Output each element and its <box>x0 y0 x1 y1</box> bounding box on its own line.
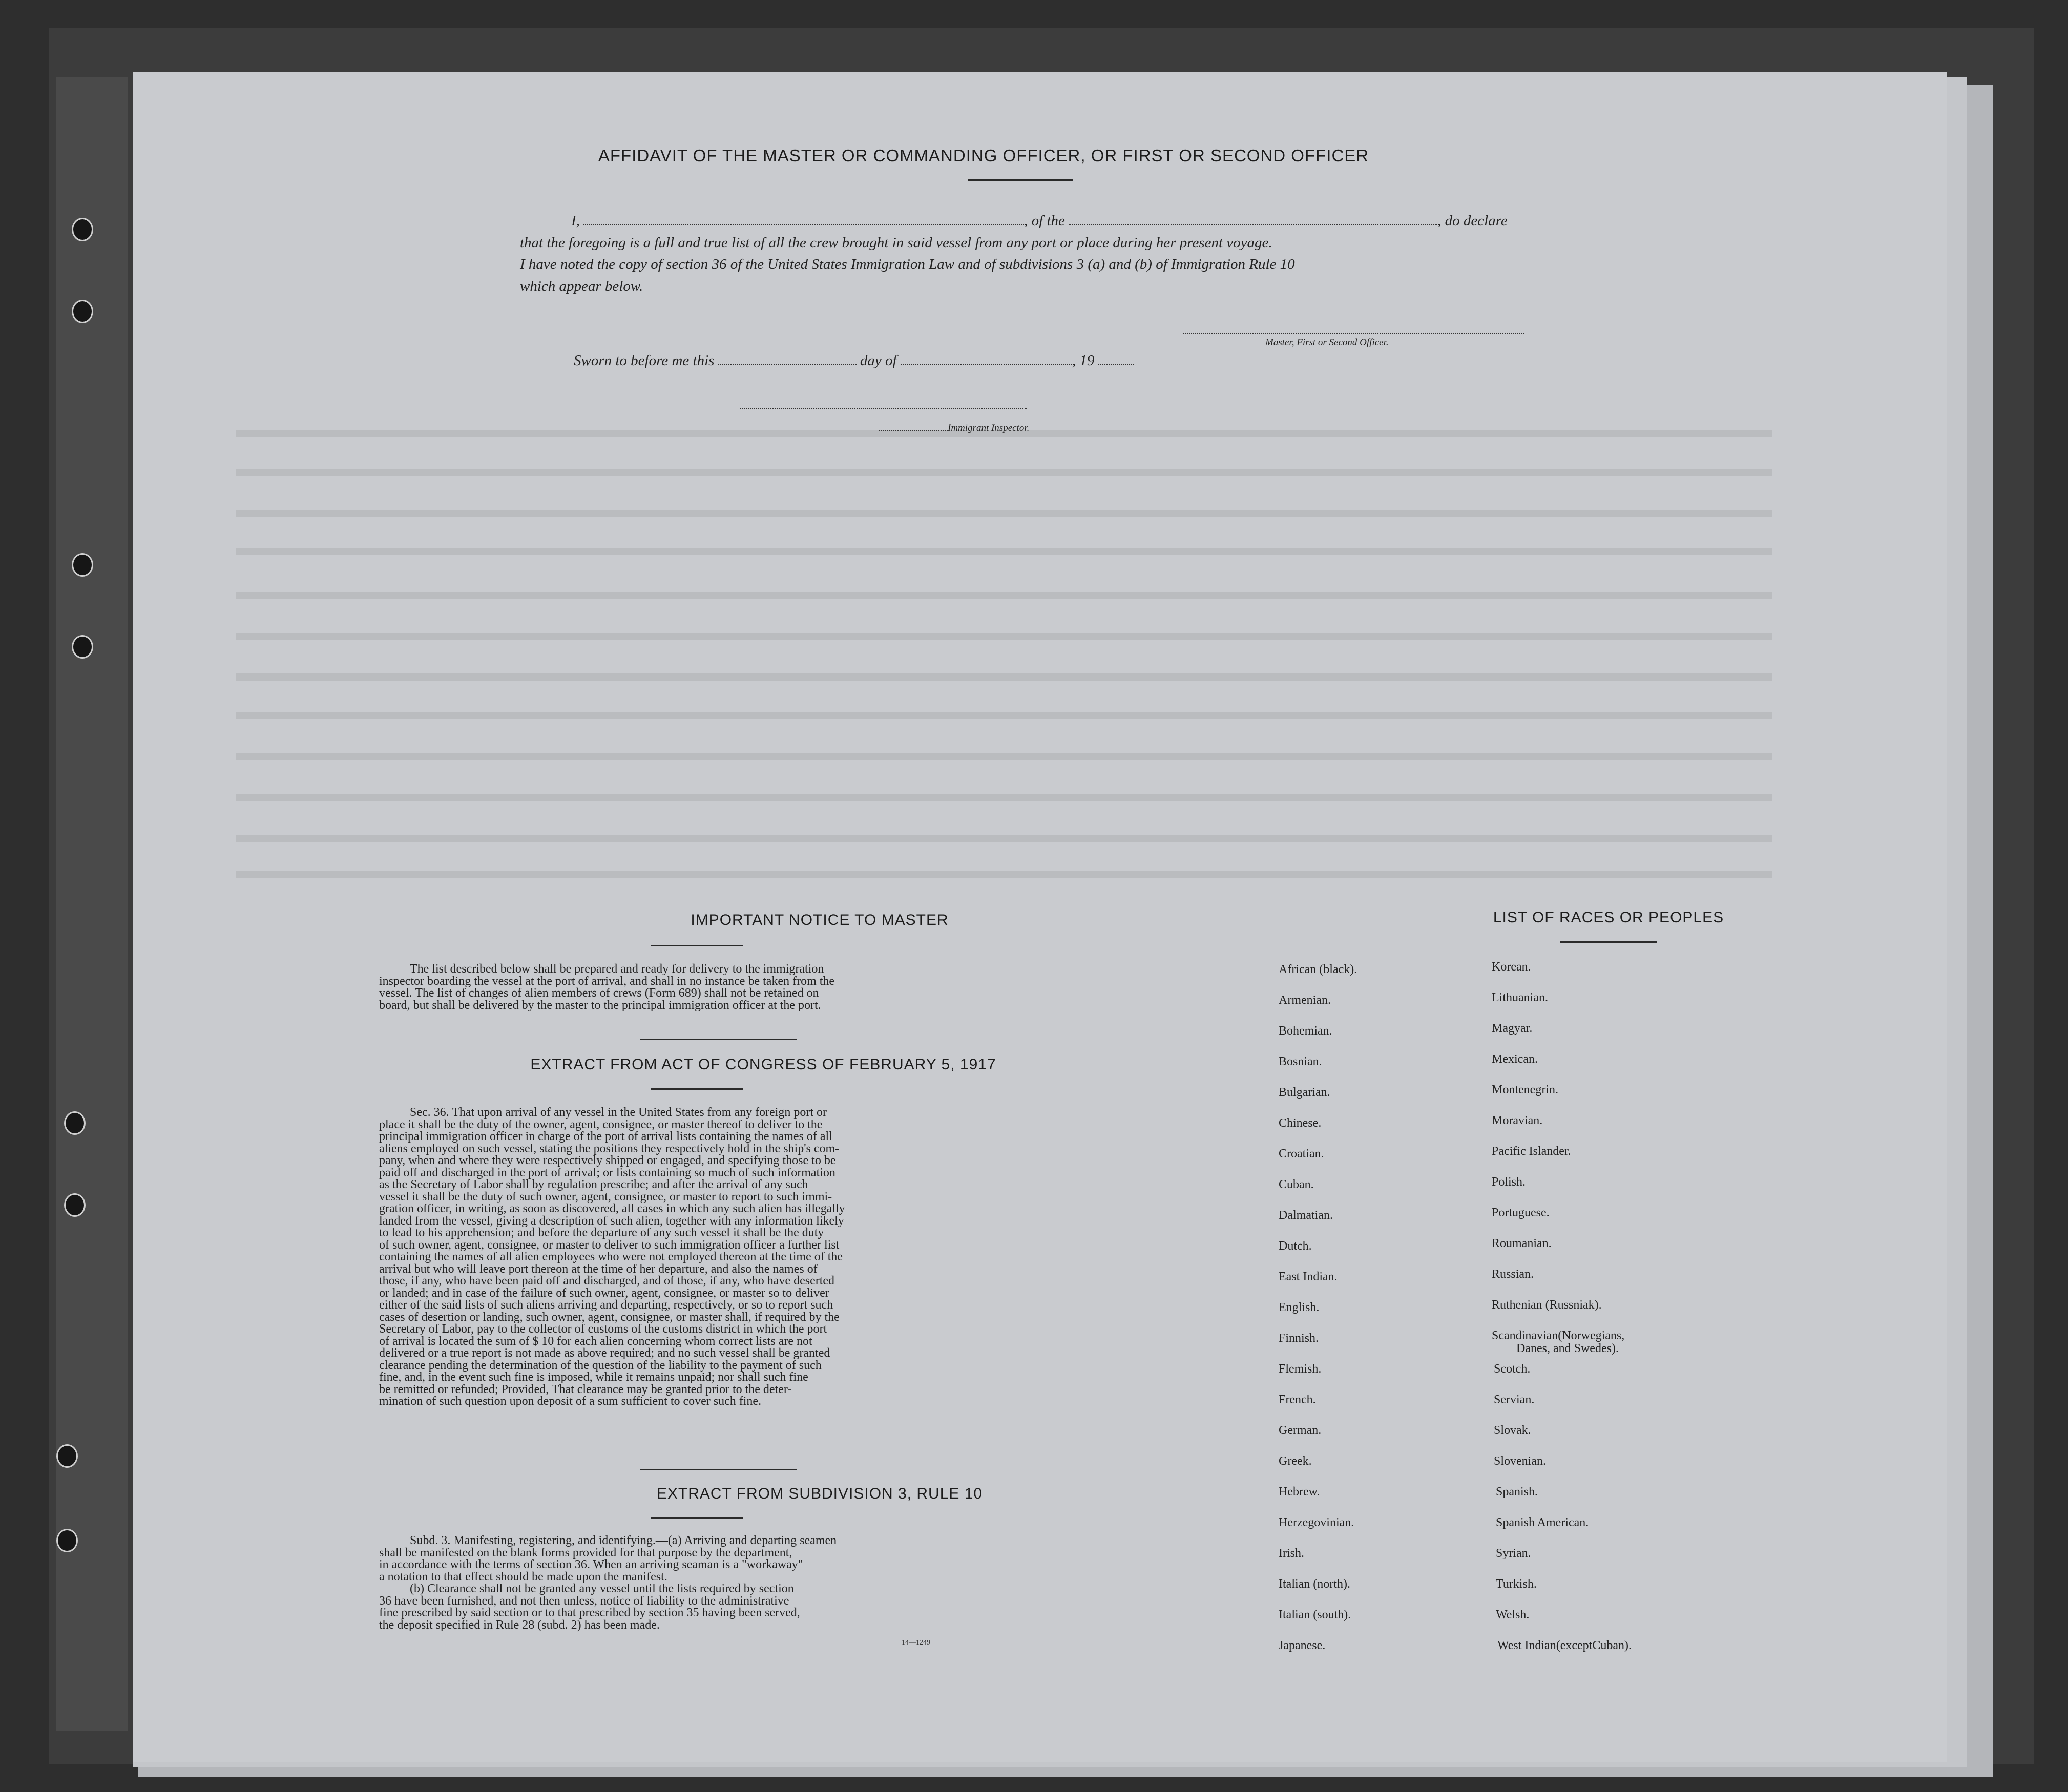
inspector-caption <box>879 423 1029 434</box>
act-line: pany, when and where they were respectively shipped or engaged, and specifying those to be <box>379 1154 836 1167</box>
officer-name-field[interactable] <box>583 224 1024 225</box>
race-right: Ruthenian (Russniak). <box>1492 1298 1602 1312</box>
race-right: Lithuanian. <box>1492 991 1548 1004</box>
affidavit-page <box>133 72 1947 1762</box>
act-line: vessel it shall be the duty of such owner, agent, consignee, or master to report to such immi- <box>379 1190 832 1204</box>
act-line: cases of desertion or landing, such owner, agent, consignee, or master shall, if required by the <box>379 1310 840 1324</box>
rule-line: 36 have been furnished, and not then unless, notice of liability to the administrative <box>379 1594 789 1608</box>
binder-hole-icon <box>72 218 93 241</box>
race-left: Italian (north). <box>1279 1577 1350 1591</box>
act-extract-underline <box>651 1088 743 1090</box>
race-left: Italian (south). <box>1279 1608 1351 1621</box>
sworn-day-of: day of <box>860 352 897 369</box>
notice-body <box>379 963 1137 1011</box>
race-left: German. <box>1279 1424 1322 1437</box>
binder-hole-icon <box>72 635 93 659</box>
sworn-day-field[interactable] <box>718 364 857 365</box>
form-code: 14—1249 <box>902 1639 930 1647</box>
act-line: principal immigration officer in charge of the port of arrival lists containing the names of all <box>379 1130 832 1143</box>
race-right: Magyar. <box>1492 1022 1533 1035</box>
race-right: Montenegrin. <box>1492 1083 1558 1097</box>
bleed-through <box>236 753 1772 760</box>
race-right: Mexican. <box>1492 1052 1538 1066</box>
race-left: Croatian. <box>1279 1147 1324 1161</box>
bleed-through <box>236 469 1772 476</box>
race-left: Cuban. <box>1279 1178 1314 1191</box>
act-line: fine, and, in the event such fine is imposed, while it remains unpaid; nor shall such fine <box>379 1371 808 1384</box>
race-left: Bulgarian. <box>1279 1086 1330 1099</box>
section-divider <box>640 1469 797 1470</box>
act-line: delivered or a true report is not made as above required; and no such vessel shall be granted <box>379 1346 830 1360</box>
notice-line: The list described below shall be prepared and ready for delivery to the immigration <box>410 962 824 976</box>
race-right: Moravian. <box>1492 1114 1543 1127</box>
bleed-through <box>236 712 1772 719</box>
race-right: West Indian(exceptCuban). <box>1497 1639 1632 1652</box>
act-line: containing the names of all alien employees who were not employed thereon at the time of the <box>379 1250 843 1263</box>
race-right: Pacific Islander. <box>1492 1145 1571 1158</box>
bleed-through <box>236 548 1772 555</box>
rule-line: (b) Clearance shall not be granted any vessel until the lists required by section <box>410 1582 794 1595</box>
race-left: Chinese. <box>1279 1116 1322 1130</box>
race-right: Danes, and Swedes). <box>1516 1342 1619 1355</box>
declaration-line-3: I have noted the copy of section 36 of the United States Immigration Law and of subdivisions 3 (a) and (b) of Immigration Rule 10 <box>520 256 1295 272</box>
notice-line: vessel. The list of changes of alien members of crews (Form 689) shall not be retained on <box>379 986 819 1000</box>
act-line: aliens employed on such vessel, stating the positions they respectively hold in the ship's com- <box>379 1142 840 1155</box>
binder-hole-icon <box>56 1529 78 1552</box>
act-line: as the Secretary of Labor shall by regulation prescribe; and after the arrival of any such <box>379 1178 808 1191</box>
declaration-i: I, <box>571 213 580 229</box>
race-left: Irish. <box>1279 1547 1304 1560</box>
binder-hole-icon <box>72 300 93 323</box>
bleed-through <box>236 871 1772 878</box>
act-line: gration officer, in writing, as soon as discovered, all cases in which any such alien has illegally <box>379 1202 845 1215</box>
act-line: paid off and discharged in the port of arrival; or lists containing so much of such information <box>379 1166 835 1179</box>
act-line: of such owner, agent, consignee, or master to deliver to such immigration officer a further list <box>379 1238 840 1252</box>
binder-hole-icon <box>56 1444 78 1468</box>
bleed-through <box>236 592 1772 599</box>
declaration-do-declare: , do declare <box>1437 213 1508 229</box>
binder-edge <box>56 77 128 1731</box>
act-line: or landed; and in case of the failure of such owner, agent, consignee, or master so to deliver <box>379 1286 829 1300</box>
race-left: East Indian. <box>1279 1270 1338 1283</box>
section-divider <box>640 1039 797 1040</box>
act-extract-title: EXTRACT FROM ACT OF CONGRESS OF FEBRUARY 5, 1917 <box>530 1056 996 1073</box>
master-signature-line[interactable] <box>1183 332 1524 334</box>
race-right: Spanish American. <box>1496 1516 1589 1529</box>
race-left: Dutch. <box>1279 1239 1312 1253</box>
notice-line: inspector boarding the vessel at the port of arrival, and shall in no instance be taken from the <box>379 974 835 988</box>
declaration-of-the: , of the <box>1024 213 1065 229</box>
race-left: Bosnian. <box>1279 1055 1322 1068</box>
act-line: those, if any, who have been paid off and discharged, and of those, if any, who have deserted <box>379 1274 835 1288</box>
race-right: Syrian. <box>1496 1547 1531 1560</box>
act-line: landed from the vessel, giving a description of such alien, together with any information likely <box>379 1214 844 1228</box>
act-line: Secretary of Labor, pay to the collector of customs of the customs district in which the port <box>379 1322 827 1336</box>
notice-title: IMPORTANT NOTICE TO MASTER <box>691 912 949 929</box>
race-right: Roumanian. <box>1492 1237 1552 1250</box>
races-underline <box>1560 941 1657 943</box>
race-right: Slovenian. <box>1494 1454 1546 1468</box>
inspector-caption-text: Immigrant Inspector. <box>948 423 1030 433</box>
act-line: arrival but who will leave port thereon at the time of her departure, and also the names of <box>379 1262 818 1276</box>
race-right: Scandinavian(Norwegians, <box>1492 1329 1625 1342</box>
race-right: Scotch. <box>1494 1362 1531 1376</box>
race-right: Russian. <box>1492 1268 1534 1281</box>
bleed-through <box>236 673 1772 681</box>
sworn-year-field[interactable] <box>1098 364 1134 365</box>
declaration-line-2: that the foregoing is a full and true list of all the crew brought in said vessel from any port or place during her present voyage. <box>520 235 1272 251</box>
act-extract-body <box>379 1107 1137 1408</box>
rule-line: the deposit specified in Rule 28 (subd. 2) has been made. <box>379 1618 660 1632</box>
binder-hole-icon <box>72 553 93 577</box>
inspector-signature-line[interactable] <box>740 407 1027 409</box>
rule-extract-title: EXTRACT FROM SUBDIVISION 3, RULE 10 <box>656 1485 983 1502</box>
act-line: mination of such question upon deposit of a sum sufficient to cover such fine. <box>379 1395 762 1408</box>
act-line: clearance pending the determination of the question of the liability to the payment of such <box>379 1358 822 1372</box>
race-left: Dalmatian. <box>1279 1209 1333 1222</box>
race-left: Bohemian. <box>1279 1024 1332 1038</box>
title-underline <box>968 179 1073 181</box>
sworn-month-field[interactable] <box>901 364 1072 365</box>
rule-extract-body <box>379 1535 1137 1631</box>
race-left: African (black). <box>1279 963 1357 976</box>
race-left: French. <box>1279 1393 1316 1406</box>
race-right: Turkish. <box>1496 1577 1537 1591</box>
rule-line: a notation to that effect should be made upon the manifest. <box>379 1570 667 1584</box>
act-line: of arrival is located the sum of $ 10 for each alien concerning whom correct lists are not <box>379 1334 812 1348</box>
rule-extract-underline <box>651 1517 743 1519</box>
binder-hole-icon <box>64 1193 86 1217</box>
race-right: Portuguese. <box>1492 1206 1550 1219</box>
master-signature-caption: Master, First or Second Officer. <box>1265 337 1389 348</box>
bleed-through <box>236 835 1772 842</box>
race-left: Flemish. <box>1279 1362 1322 1376</box>
race-left: Armenian. <box>1279 994 1331 1007</box>
act-line: Sec. 36. That upon arrival of any vessel in the United States from any foreign port or <box>410 1106 827 1119</box>
rule-line: in accordance with the terms of section 36. When an arriving seaman is a "workaway" <box>379 1558 803 1571</box>
race-left: Herzegovinian. <box>1279 1516 1354 1529</box>
race-left: Greek. <box>1279 1454 1312 1468</box>
race-right: Slovak. <box>1494 1424 1531 1437</box>
race-left: English. <box>1279 1301 1320 1314</box>
bleed-through <box>236 794 1772 801</box>
act-line: be remitted or refunded; Provided, That clearance may be granted prior to the deter- <box>379 1382 792 1396</box>
race-right: Polish. <box>1492 1175 1526 1189</box>
sworn-before-me: Sworn to before me this <box>574 352 715 369</box>
act-line: to lead to his apprehension; and before the departure of any such vessel it shall be the duty <box>379 1226 824 1239</box>
race-left: Finnish. <box>1279 1332 1319 1345</box>
act-line: place it shall be the duty of the owner, agent, consignee, or master thereof to deliver to the <box>379 1118 823 1131</box>
rule-line: fine prescribed by said section or to that prescribed by section 35 having been served, <box>379 1606 800 1619</box>
races-title: LIST OF RACES OR PEOPLES <box>1493 909 1724 926</box>
race-right: Korean. <box>1492 960 1531 974</box>
binder-hole-icon <box>64 1111 86 1135</box>
inspector-caption-dots <box>879 430 948 431</box>
race-left: Hebrew. <box>1279 1485 1320 1499</box>
notice-underline <box>651 945 743 946</box>
vessel-name-field[interactable] <box>1069 224 1437 225</box>
declaration-line-4: which appear below. <box>520 278 643 294</box>
declaration-line-1 <box>571 213 1765 229</box>
notice-line: board, but shall be delivered by the master to the principal immigration officer at the port. <box>379 998 821 1012</box>
bleed-through <box>236 633 1772 640</box>
sworn-year-prefix: , 19 <box>1072 352 1095 369</box>
bleed-through <box>236 510 1772 517</box>
rule-line: shall be manifested on the blank forms provided for that purpose by the department, <box>379 1546 792 1559</box>
rule-line: Subd. 3. Manifesting, registering, and identifying.—(a) Arriving and departing seamen <box>410 1534 837 1547</box>
race-left: Japanese. <box>1279 1639 1326 1652</box>
affidavit-title: AFFIDAVIT OF THE MASTER OR COMMANDING OFFICER, OR FIRST OR SECOND OFFICER <box>598 146 1369 165</box>
race-right: Welsh. <box>1496 1608 1530 1621</box>
race-right: Servian. <box>1494 1393 1535 1406</box>
sworn-line <box>574 352 1393 369</box>
act-line: either of the said lists of such aliens arriving and departing, respectively, or so to report such <box>379 1298 833 1312</box>
race-right: Spanish. <box>1496 1485 1538 1499</box>
